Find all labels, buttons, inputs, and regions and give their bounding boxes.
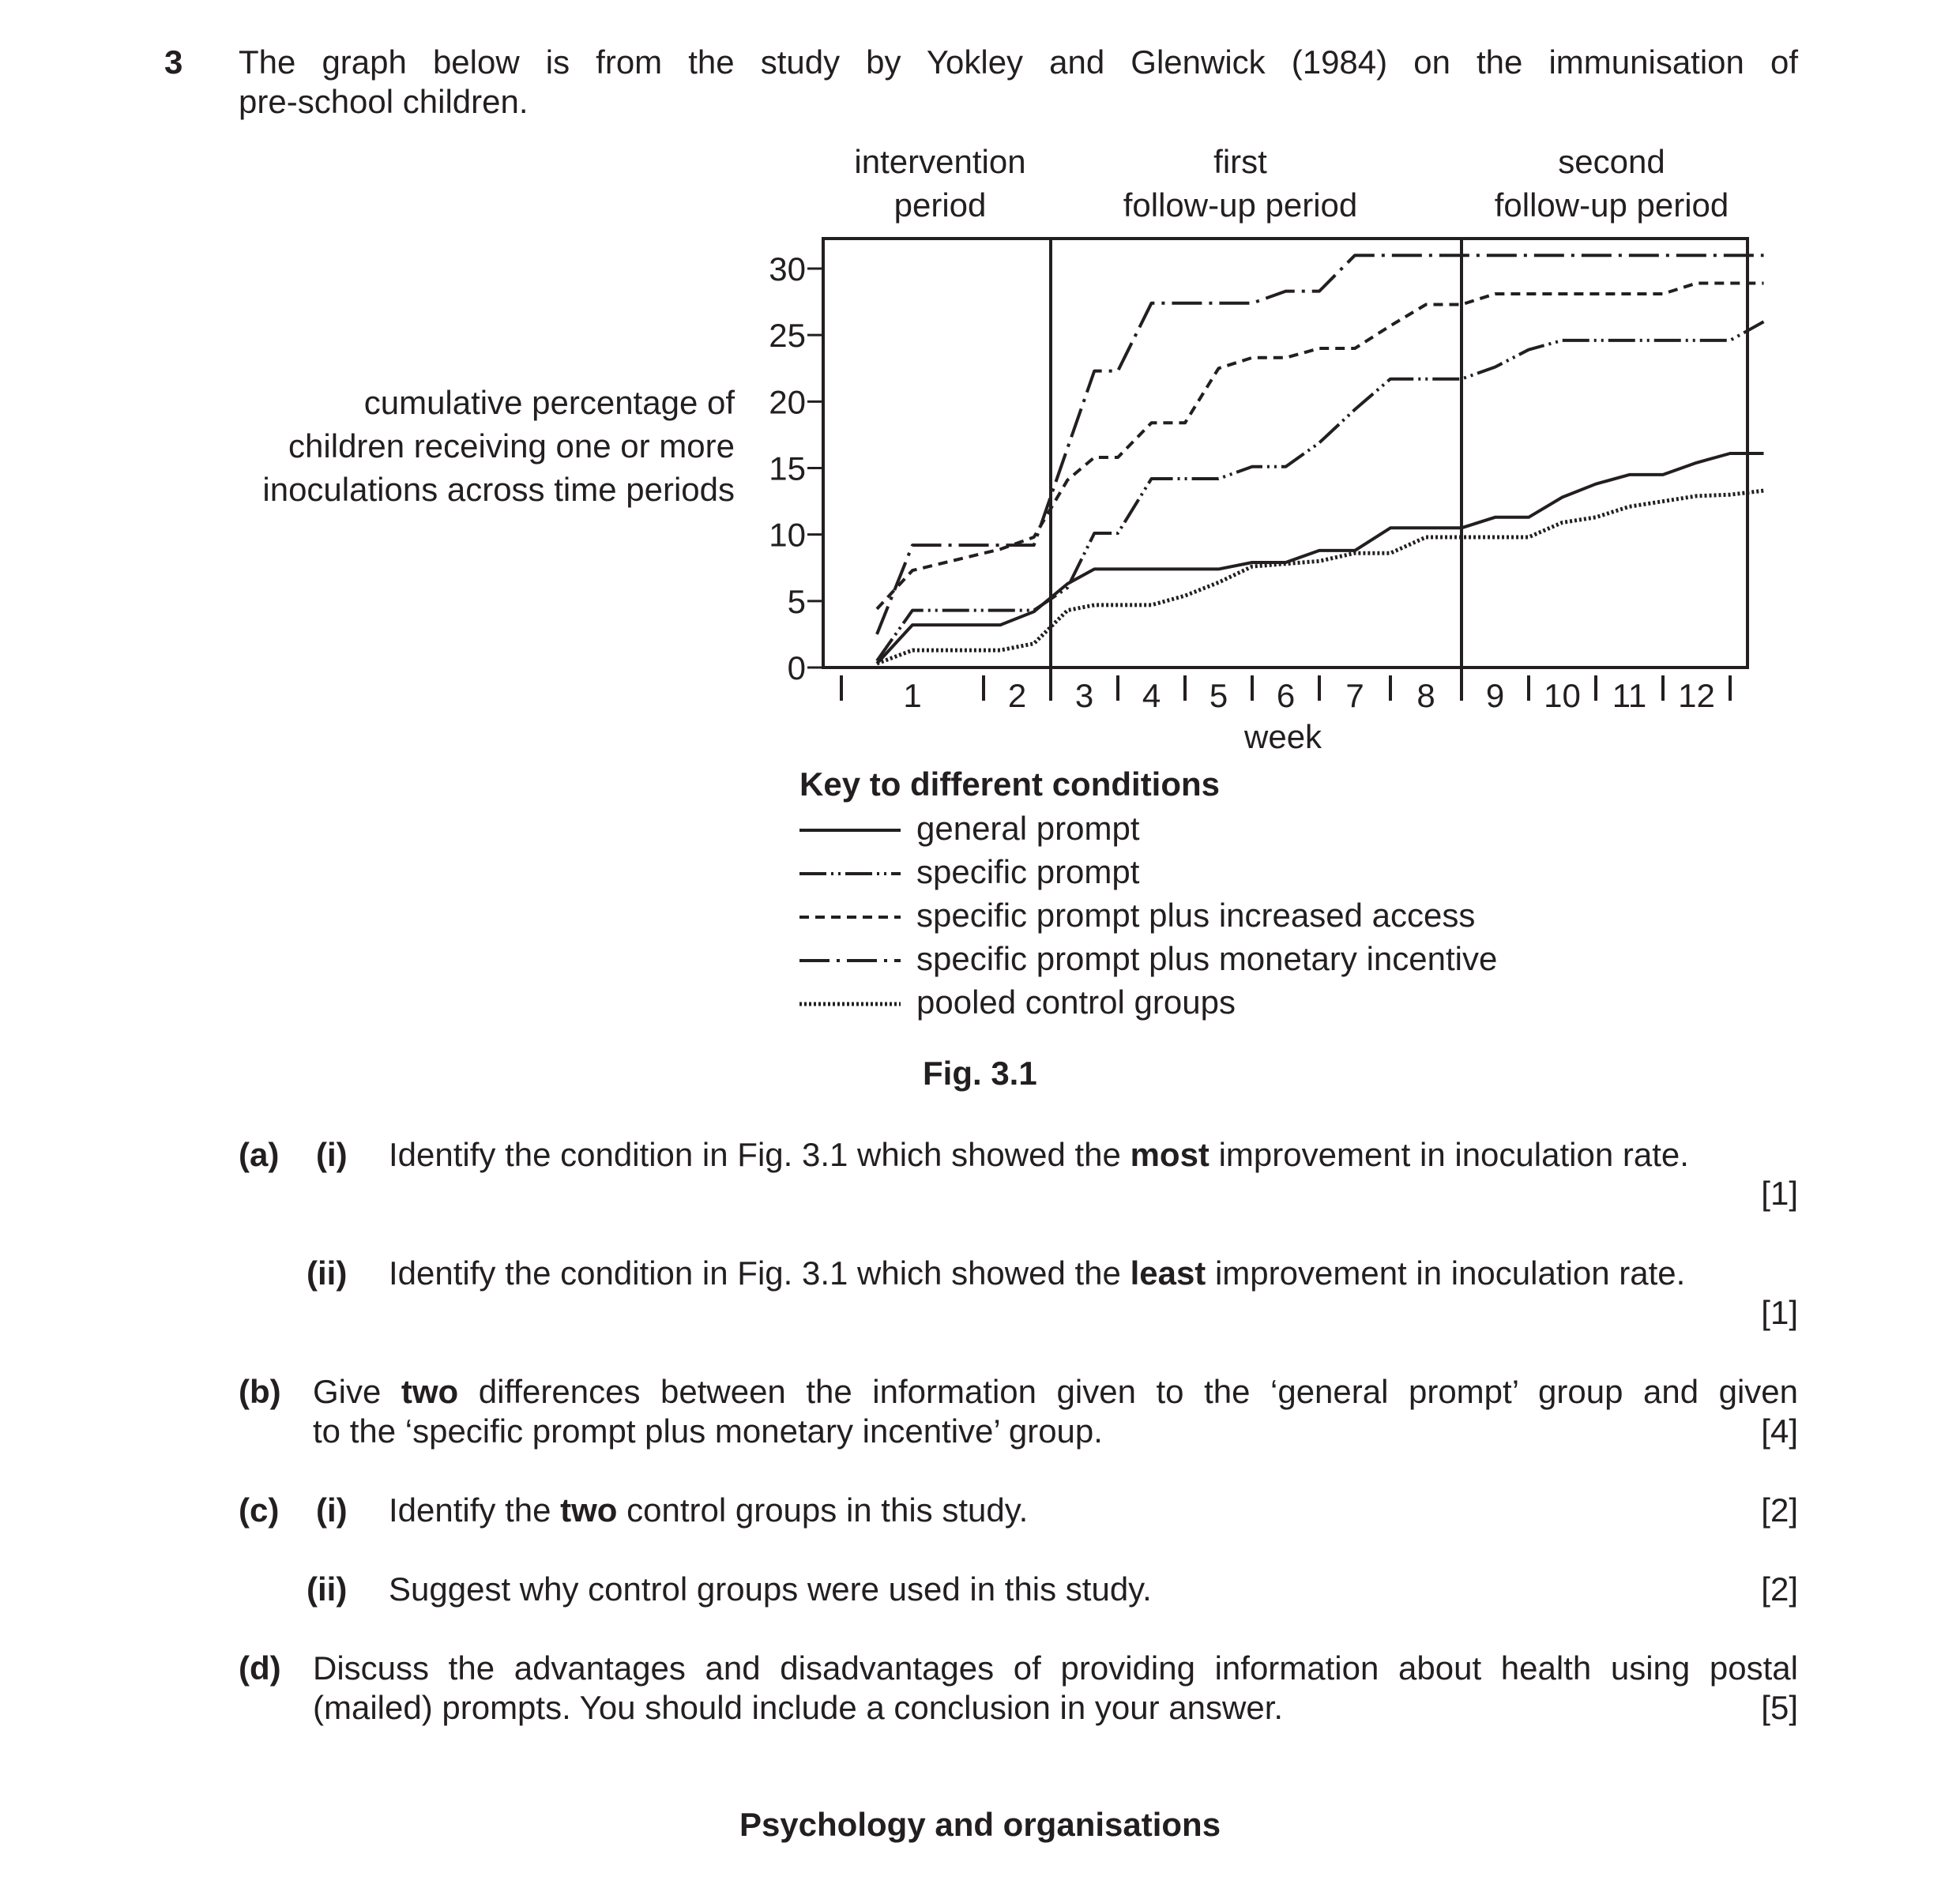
key-label: pooled control groups (916, 983, 1236, 1021)
x-tick-label: 9 (1485, 677, 1505, 714)
text-run: Identify the (389, 1491, 561, 1529)
x-axis-label: week (1244, 718, 1322, 755)
period-label-line1: second (1558, 143, 1665, 180)
emphasis-least: least (1130, 1254, 1206, 1292)
key-swatch-dash-dot-dot (799, 870, 902, 878)
part-b-mark: [4] (1761, 1412, 1798, 1450)
text-run: control groups in this study. (617, 1491, 1029, 1529)
part-a-ii-label: (ii) (307, 1254, 348, 1292)
text-run: Identify the condition in Fig. 3.1 which showed the (389, 1254, 1130, 1292)
text-run: improvement in inoculation rate. (1209, 1136, 1689, 1173)
key-swatch-dashed (799, 913, 902, 921)
part-c-ii-mark: [2] (1761, 1570, 1798, 1608)
part-b-label: (b) (239, 1373, 281, 1410)
y-axis-label-line: children receiving one or more (288, 427, 735, 464)
question-intro-line2: pre-school children. (239, 83, 529, 120)
period-label-line1: first (1213, 143, 1267, 180)
part-b-line1 (313, 1372, 1798, 1412)
text-run: Give (313, 1373, 401, 1410)
y-tick-label: 20 (769, 383, 806, 421)
part-d-mark: [5] (1761, 1689, 1798, 1726)
series-dotted-line (877, 491, 1764, 664)
x-tick-label: 2 (1007, 677, 1027, 714)
period-label-line2: period (893, 186, 987, 224)
y-tick-label: 30 (769, 250, 806, 288)
part-a-i-text (389, 1135, 1689, 1175)
section-heading: Psychology and organisations (739, 1806, 1221, 1843)
key-swatch-dash-dot (799, 957, 902, 965)
part-a-label: (a) (239, 1136, 280, 1173)
x-tick-label: 3 (1074, 677, 1094, 714)
x-tick-label: 7 (1345, 677, 1364, 714)
x-tick-label: 10 (1544, 677, 1581, 714)
part-a-ii-text (389, 1254, 1685, 1293)
x-tick-label: 6 (1276, 677, 1296, 714)
series-dashed-line (877, 284, 1764, 609)
key-label: specific prompt plus monetary incentive (916, 940, 1498, 977)
part-c-i-text (389, 1491, 1028, 1530)
text-run: improvement in inoculation rate. (1206, 1254, 1686, 1292)
emphasis-most: most (1130, 1136, 1209, 1173)
part-d-line2: (mailed) prompts. You should include a conclusion in your answer. (313, 1689, 1284, 1726)
part-c-i-label: (i) (316, 1491, 348, 1529)
question-number: 3 (164, 43, 183, 81)
key-title: Key to different conditions (799, 765, 1221, 803)
figure-caption: Fig. 3.1 (923, 1055, 1037, 1092)
key-label: specific prompt (916, 853, 1140, 890)
part-a-ii-mark: [1] (1761, 1294, 1798, 1331)
part-a-i-mark: [1] (1761, 1175, 1798, 1212)
text-run: differences between the information given to the ‘general prompt’ group and given (458, 1373, 1798, 1410)
key-swatch-solid (799, 826, 902, 834)
y-tick-label: 10 (769, 516, 806, 554)
part-a-i-label: (i) (316, 1136, 348, 1173)
period-label-line2: follow-up period (1123, 186, 1358, 224)
key-label: general prompt (916, 810, 1140, 847)
y-tick-label: 15 (769, 449, 806, 487)
part-c-i-mark: [2] (1761, 1491, 1798, 1529)
x-tick-label: 8 (1416, 677, 1435, 714)
series-dash-dot-dot-line (877, 322, 1764, 660)
series-solid-line (877, 453, 1764, 664)
y-tick-label: 25 (769, 317, 806, 355)
key-swatch-dotted (799, 1000, 902, 1008)
x-tick-label: 1 (903, 677, 922, 714)
period-label-line2: follow-up period (1494, 186, 1729, 224)
text-run: Identify the condition in Fig. 3.1 which showed the (389, 1136, 1130, 1173)
part-c-ii-text: Suggest why control groups were used in this study. (389, 1570, 1152, 1608)
x-tick-label: 11 (1612, 677, 1647, 714)
part-c-label: (c) (239, 1491, 280, 1529)
part-d-label: (d) (239, 1649, 281, 1687)
x-tick-label: 5 (1209, 677, 1228, 714)
y-tick-label: 5 (787, 582, 806, 620)
period-label-line1: intervention (854, 143, 1026, 180)
y-axis-label-line: inoculations across time periods (262, 471, 735, 508)
part-b-line2: to the ‘specific prompt plus monetary incentive’ group. (313, 1412, 1103, 1450)
series-dash-dot-line (877, 255, 1764, 634)
emphasis-two: two (560, 1491, 618, 1529)
part-d-line1: Discuss the advantages and disadvantages of providing information about health using postal (313, 1649, 1798, 1687)
x-tick-label: 12 (1678, 677, 1715, 714)
part-c-ii-label: (ii) (307, 1570, 348, 1608)
key-label: specific prompt plus increased access (916, 897, 1476, 934)
inoculation-line-chart (0, 0, 1960, 790)
x-tick-label: 4 (1142, 677, 1161, 714)
y-axis-label-line: cumulative percentage of (363, 384, 735, 421)
y-tick-label: 0 (787, 649, 806, 686)
plot-frame (823, 239, 1747, 668)
question-intro-line1: The graph below is from the study by Yokley and Glenwick (1984) on the immunisation of (239, 43, 1798, 81)
emphasis-two: two (401, 1373, 459, 1410)
